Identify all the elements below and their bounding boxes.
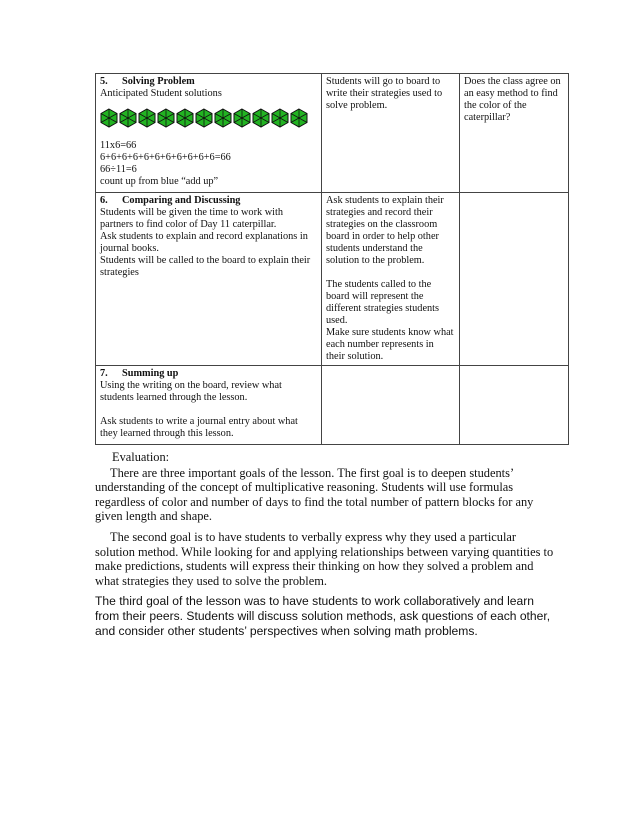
evaluation-paragraph: There are three important goals of the lesson. The first goal is to deepen students’ understanding of the concept of multiplicative reasoning. Students will use formulas regardless of color and number of days to find the total number of pattern blocks for any given length and shape. (95, 465, 534, 524)
evaluation-section (95, 450, 555, 645)
hexagon-pattern-block-icon (252, 108, 270, 128)
table-row (96, 74, 569, 193)
step-number: 6. (100, 195, 108, 206)
evaluation-paragraph: The third goal of the lesson was to have students to work collaboratively and learn from their peers. Students will discuss solution methods, ask questions of each other, and consider other students’ perspectives when solving math problems. (95, 594, 551, 638)
step-text-line: Anticipated Student solutions (100, 88, 222, 99)
step-cell (96, 366, 322, 445)
lesson-plan-table (95, 73, 569, 445)
assessment-cell (460, 74, 569, 193)
step-heading (100, 195, 317, 207)
hexagon-pattern-block-icon (195, 108, 213, 128)
step-text-line: Using the writing on the board, review what students learned through the lesson. (100, 380, 282, 403)
assessment-cell (460, 193, 569, 366)
cell-paragraph: Ask students to explain their strategies and record their strategies on the classroom board in order to help other students understand the solution to the problem. (326, 195, 444, 266)
teacher-activity-cell (322, 74, 460, 193)
step-heading (100, 368, 317, 380)
hexagon-pattern-block-icon (157, 108, 175, 128)
step-title: Solving Problem (122, 76, 195, 87)
step-text-line: Ask students to write a journal entry about what they learned through this lesson. (100, 416, 298, 439)
hexagon-pattern-block-icon (214, 108, 232, 128)
step-cell (96, 74, 322, 193)
step-title: Comparing and Discussing (122, 195, 241, 206)
step-cell (96, 193, 322, 366)
table-row (96, 193, 569, 366)
step-text-line (100, 404, 317, 416)
hexagon-pattern-block-icon (271, 108, 289, 128)
step-text-line: Ask students to explain and record explanations in journal books. (100, 231, 308, 254)
cell-paragraph: The students called to the board will represent the different strategies students used. Make sure students know what each number represents in their solution. (326, 279, 454, 362)
solution-line: 66÷11=6 (100, 164, 137, 175)
cell-paragraph: Students will go to board to write their strategies used to solve problem. (326, 76, 443, 111)
cell-paragraph: Does the class agree on an easy method to find the color of the caterpillar? (464, 76, 561, 123)
hexagon-pattern-block-icon (138, 108, 156, 128)
solution-line: 6+6+6+6+6+6+6+6+6+6+6=66 (100, 152, 231, 163)
hexagon-pattern-block-icon (290, 108, 308, 128)
hexagon-pattern-block-icon (233, 108, 251, 128)
hexagon-pattern-block-icon (100, 108, 118, 128)
hexagon-caterpillar (100, 108, 317, 128)
evaluation-paragraph: The second goal is to have students to verbally express why they used a particular solution method. While looking for and applying relationships between varying quantities to make predictions, students will express their thinking on how they solved a problem and what strategies they used to solve the problem. (95, 529, 554, 588)
hexagon-pattern-block-icon (119, 108, 137, 128)
step-title: Summing up (122, 368, 179, 379)
step-number: 5. (100, 76, 108, 87)
step-number: 7. (100, 368, 108, 379)
hexagon-pattern-block-icon (176, 108, 194, 128)
table-row (96, 366, 569, 445)
evaluation-heading: Evaluation: (112, 450, 170, 464)
solution-line: count up from blue “add up” (100, 176, 219, 187)
step-text-line: Students will be called to the board to explain their strategies (100, 255, 311, 278)
assessment-cell (460, 366, 569, 445)
solution-line: 11x6=66 (100, 140, 137, 151)
step-heading (100, 76, 317, 88)
step-text-line: Students will be given the time to work with partners to find color of Day 11 caterpillar. (100, 207, 284, 230)
teacher-activity-cell (322, 366, 460, 445)
teacher-activity-cell (322, 193, 460, 366)
